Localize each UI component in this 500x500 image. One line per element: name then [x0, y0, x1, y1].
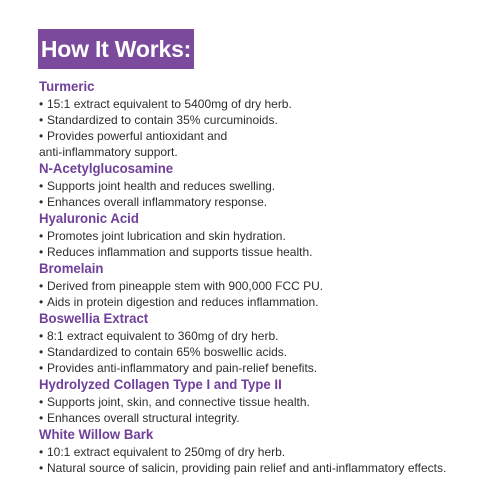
- section-title: Hyaluronic Acid: [39, 211, 139, 226]
- bullet-continuation: anti-inflammatory support.: [39, 145, 178, 159]
- bullet-dot-icon: •: [39, 345, 44, 359]
- bullet-text: Supports joint, skin, and connective tissue health.: [47, 395, 310, 409]
- bullet-text: Aids in protein digestion and reduces inflammation.: [47, 295, 319, 309]
- bullet-item: [39, 112, 489, 128]
- bullet-dot-icon: •: [39, 445, 44, 459]
- bullet-item: [39, 96, 489, 112]
- section-white-willow-bark: [39, 426, 489, 476]
- section-n-acetylglucosamine: [39, 160, 489, 210]
- bullet-text: Standardized to contain 35% curcuminoids.: [47, 113, 278, 127]
- section-title: Hydrolyzed Collagen Type I and Type II: [39, 377, 282, 392]
- bullet-item: [39, 178, 489, 194]
- bullet-dot-icon: •: [39, 411, 44, 425]
- bullet-dot-icon: •: [39, 195, 44, 209]
- bullet-dot-icon: •: [39, 129, 44, 143]
- bullet-text: Enhances overall inflammatory response.: [47, 195, 268, 209]
- bullet-text: 10:1 extract equivalent to 250mg of dry herb.: [47, 445, 286, 459]
- bullet-item: [39, 394, 489, 410]
- bullet-item: [39, 194, 489, 210]
- section-hydrolyzed-collagen: [39, 376, 489, 426]
- bullet-text: Provides anti-inflammatory and pain-relief benefits.: [47, 361, 318, 375]
- bullet-dot-icon: •: [39, 295, 44, 309]
- bullet-dot-icon: •: [39, 97, 44, 111]
- bullet-item: [39, 244, 489, 260]
- bullet-dot-icon: •: [39, 279, 44, 293]
- section-hyaluronic-acid: [39, 210, 489, 260]
- bullet-dot-icon: •: [39, 329, 44, 343]
- bullet-text: Supports joint health and reduces swelling.: [47, 179, 276, 193]
- bullet-item: [39, 328, 489, 344]
- bullet-item: [39, 278, 489, 294]
- section-boswellia-extract: [39, 310, 489, 376]
- section-title: Boswellia Extract: [39, 311, 149, 326]
- bullet-item: [39, 228, 489, 244]
- section-title: Turmeric: [39, 79, 95, 94]
- bullet-dot-icon: •: [39, 361, 44, 375]
- bullet-dot-icon: •: [39, 395, 44, 409]
- bullet-dot-icon: •: [39, 179, 44, 193]
- bullet-text: Promotes joint lubrication and skin hydration.: [47, 229, 286, 243]
- bullet-item: [39, 294, 489, 310]
- bullet-dot-icon: •: [39, 245, 44, 259]
- bullet-text: Derived from pineapple stem with 900,000 FCC PU.: [47, 279, 324, 293]
- page-title: How It Works:: [38, 29, 194, 69]
- bullet-text: Natural source of salicin, providing pain relief and anti-inflammatory effects.: [47, 461, 447, 475]
- section-bromelain: [39, 260, 489, 310]
- section-title: N-Acetylglucosamine: [39, 161, 174, 176]
- bullet-text: Reduces inflammation and supports tissue health.: [47, 245, 313, 259]
- section-title: Bromelain: [39, 261, 104, 276]
- bullet-item: [39, 360, 489, 376]
- bullet-item: [39, 344, 489, 360]
- bullet-dot-icon: •: [39, 113, 44, 127]
- bullet-dot-icon: •: [39, 229, 44, 243]
- ingredients-list: [39, 78, 489, 476]
- bullet-dot-icon: •: [39, 461, 44, 475]
- bullet-item: [39, 460, 489, 476]
- bullet-text: 8:1 extract equivalent to 360mg of dry herb.: [47, 329, 279, 343]
- bullet-text: Enhances overall structural integrity.: [47, 411, 240, 425]
- bullet-text: Standardized to contain 65% boswellic acids.: [47, 345, 288, 359]
- section-title: White Willow Bark: [39, 427, 154, 442]
- bullet-item: [39, 410, 489, 426]
- bullet-text: 15:1 extract equivalent to 5400mg of dry herb.: [47, 97, 292, 111]
- bullet-text: Provides powerful antioxidant and: [47, 129, 228, 143]
- bullet-item: [39, 128, 489, 144]
- bullet-item: [39, 444, 489, 460]
- section-turmeric: [39, 78, 489, 160]
